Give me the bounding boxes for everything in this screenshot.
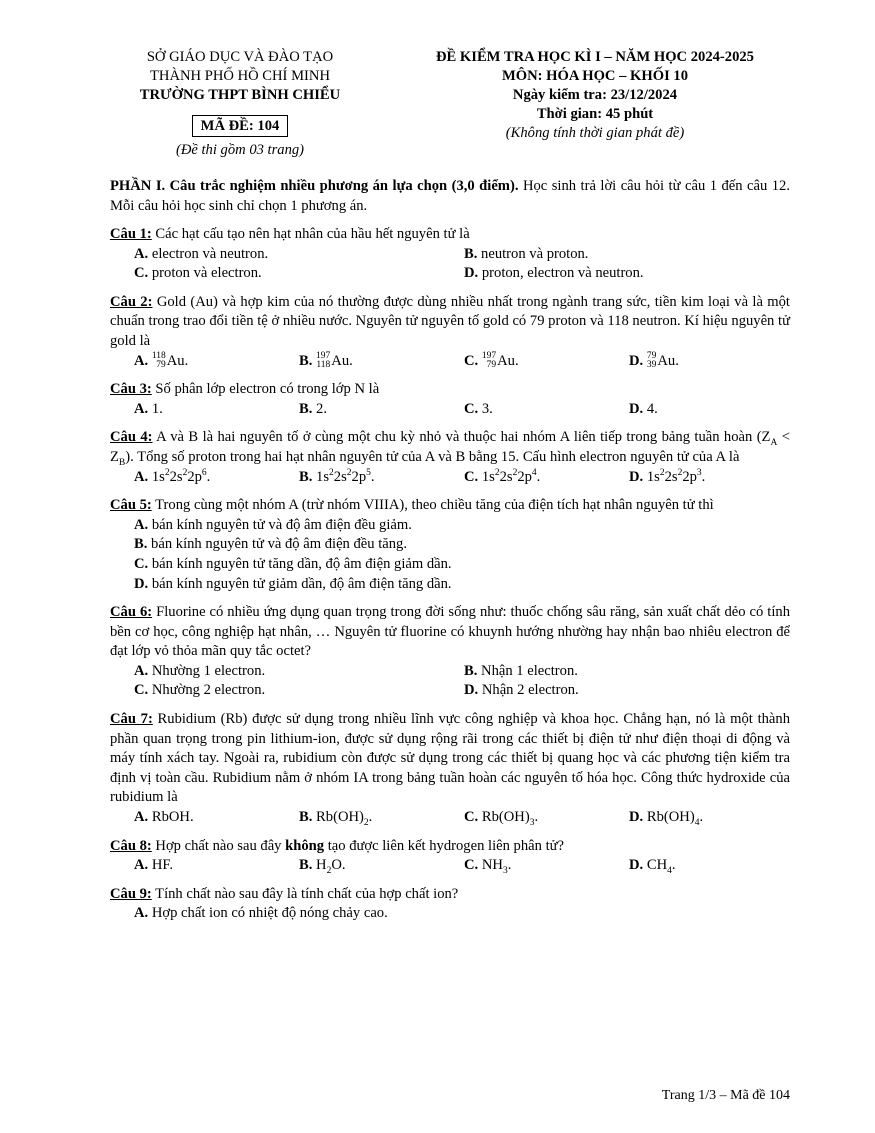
option-a: A. HF. [134,857,173,874]
exam-header [110,48,790,160]
option-a: A. 1. [134,400,163,417]
option-b: B. $1s^22s^22p^5$. [299,467,375,485]
option-b: B. 197 118 Au. [299,351,353,371]
question-5 [110,496,790,594]
exam-duration: Thời gian: 45 phút [536,106,654,122]
header-right [390,48,800,160]
option-d: D. proton, electron và neutron. [464,265,644,282]
option-c: C. 197 79 Au. [464,351,519,371]
question-1 [110,225,790,284]
option-a: A. RbOH. [134,809,194,826]
department-name: SỞ GIÁO DỤC VÀ ĐÀO TẠO [146,49,334,65]
option-d: D. Nhận 2 electron. [464,682,579,699]
exam-code-box: MÃ ĐỀ: 104 [192,115,289,137]
option-d: D. 4. [629,400,658,417]
header-left [110,48,370,160]
exam-date: Ngày kiểm tra: 23/12/2024 [512,87,678,103]
question-4: Câu 4: A và B là hai nguyên tố ở cùng một chu kỳ nhỏ và thuộc hai nhóm A liên tiếp trong bảng tuần hoàn $(Z_A < Z_B)$. Tổng số proton trong hai hạt nhân nguyên tử của A và B bằng 15. Cấu hình electron nguyên tử của A là A. $1s^22s^22p^6$. B. $1s^22s^22p^5$. C. $1s^22s^22p^4$. D. $1s^22s^22p^3$. [110,428,790,487]
option-c: C. $NH_3$. [464,857,512,877]
option-a: A. Nhường 1 electron. [134,662,266,679]
page-footer: Trang 1/3 – Mã đề 104 [661,1088,790,1103]
option-d: D. $CH_4$. [629,857,676,877]
question-stem: Số phân lớp electron có trong lớp N là [151,381,380,398]
part1-description: Học sinh trả lời câu hỏi từ câu 1 đến câu 12. Mỗi câu hỏi học sinh chỉ chọn 1 phương án. [110,178,790,214]
question-label: Câu 5: [110,497,152,514]
question-3 [110,380,790,419]
option-c: C. proton và electron. [134,265,262,282]
question-label: Câu 3: [110,381,152,398]
option-d: D. 79 39 Au. [629,351,679,371]
option-b: B. $Rb(OH)_2$. [299,809,373,828]
option-b: B. 2. [299,400,327,417]
question-stem: Tính chất nào sau đây là tính chất của hợp chất ion? [151,885,459,902]
option-c: C. $Rb(OH)_3$. [464,809,539,828]
question-stem: Rubidium (Rb) được sử dụng trong nhiều lĩnh vực công nghiệp và khoa học. Chẳng hạn, nó là một thành phần quan trọng trong pin lithium-ion, được sử dụng rộng rãi trong các thiết bị điện tử như điện thoại di động và máy tính xách tay. Ngoài ra, rubidium còn được sử dụng trong các thiết bị quang học và các phương tiện kiểm tra định vị toàn cầu. Rubidium nằm ở nhóm IA trong bảng tuần hoàn các nguyên tố hóa học. Công thức hydroxide của rubidium là [110,711,790,806]
question-label: Câu 1: [110,226,152,242]
question-stem: Các hạt cấu tạo nên hạt nhân của hầu hết nguyên tử là [151,226,470,242]
exam-subject: MÔN: HÓA HỌC – KHỐI 10 [501,68,689,84]
part1-title: PHẦN I. Câu trắc nghiệm nhiều phương án lựa chọn (3,0 điểm). [110,178,519,194]
exam-title: ĐỀ KIỂM TRA HỌC KÌ I – NĂM HỌC 2024-2025 [436,49,754,65]
question-9 [110,885,790,924]
option-b: B. $H_2O$. [299,857,346,877]
question-7 [110,710,790,828]
question-label: Câu 8: [110,837,152,854]
option-a: A. Hợp chất ion có nhiệt độ nóng chảy cao. [134,905,388,922]
question-stem: Trong cùng một nhóm A (trừ nhóm VIIIA), theo chiều tăng của điện tích hạt nhân nguyên tử thì [151,497,714,514]
option-c: C. $1s^22s^22p^4$. [464,467,541,485]
option-a: A. electron và neutron. [134,245,269,262]
option-a: A. $1s^22s^22p^6$. [134,467,211,485]
question-8: Câu 8: Hợp chất nào sau đây không tạo được liên kết hydrogen liên phân tử? A. HF. B. $H_2O$. C. $NH_3$. D. $CH_4$. [110,837,790,876]
emphasis-not: không [285,837,325,854]
question-6 [110,603,790,701]
exam-duration-note: (Không tính thời gian phát đề) [505,125,685,141]
option-b: B. Nhận 1 electron. [464,662,578,679]
option-c: C. bán kính nguyên tử tăng dần, độ âm điện giảm dần. [134,555,452,572]
option-c: C. Nhường 2 electron. [134,682,266,699]
option-b: B. bán kính nguyên tử và độ âm điện đều tăng. [134,536,407,553]
question-label: Câu 7: [110,711,153,728]
city-name: THÀNH PHỐ HỒ CHÍ MINH [150,68,330,84]
question-label: Câu 4: [110,429,153,446]
question-stem: Gold (Au) và hợp kim của nó thường được dùng nhiều nhất trong ngành trang sức, tiền kim loại và là một chuẩn trong trao đổi tiền tệ ở nhiều nước. Nguyên tử nguyên tố gold có 79 proton và 118 neutron. Kí hiệu nguyên tử gold là [110,293,790,349]
page-count-note: (Đề thi gồm 03 trang) [175,142,305,158]
question-label: Câu 6: [110,604,153,621]
option-d: D. $1s^22s^22p^3$. [629,467,706,485]
option-c: C. 3. [464,400,493,417]
option-b: B. neutron và proton. [464,245,589,262]
school-name: TRƯỜNG THPT BÌNH CHIỂU [139,87,341,103]
question-label: Câu 9: [110,885,152,902]
option-a: A. bán kính nguyên tử và độ âm điện đều giảm. [134,516,412,533]
question-label: Câu 2: [110,293,153,310]
option-d: D. bán kính nguyên tử giảm dần, độ âm điện tăng dần. [134,575,452,592]
option-d: D. $Rb(OH)_4$. [629,809,704,828]
exam-page [110,48,790,924]
question-stem: Fluorine có nhiều ứng dụng quan trọng trong đời sống như: thuốc chống sâu răng, sản xuất chất dẻo có tính bền cơ học, công nghiệp hạt nhân, … Nguyên tử fluorine có khuynh hướng nhường hay nhận bao nhiêu electron để đạt lớp vỏ thỏa mãn quy tắc octet? [110,604,790,660]
part1-instructions [110,176,790,216]
option-a: A. 118 79 Au. [134,351,189,371]
question-2 [110,293,790,371]
